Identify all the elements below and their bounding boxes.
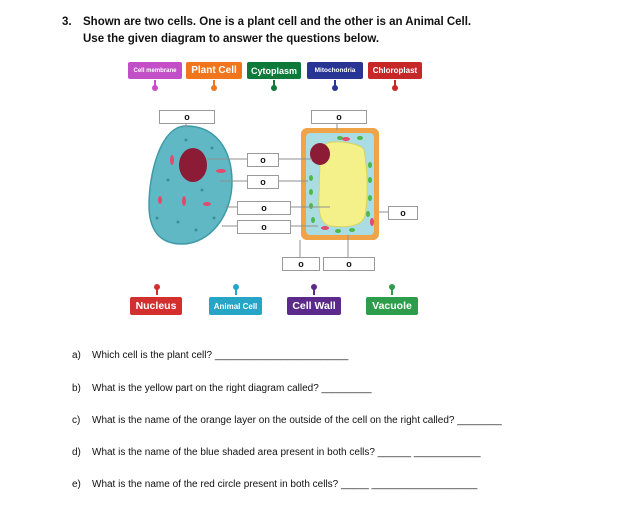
question-d-letter: d): [72, 447, 81, 458]
plant-vacuole: [319, 142, 367, 227]
question-number: 3.: [62, 16, 72, 28]
pin-animal-cell: [235, 287, 237, 295]
question-c-text: What is the name of the orange layer on the outside of the cell on the right called? ________: [92, 415, 502, 426]
plant-mitochondria: [321, 137, 374, 230]
label-box-marker: o: [336, 111, 342, 122]
label-box-mid-3[interactable]: [237, 201, 291, 215]
label-box-bottom-1[interactable]: [282, 257, 320, 271]
tag-mitochondria: [307, 62, 363, 79]
label-box-mid-1[interactable]: [247, 153, 279, 167]
tag-cytoplasm: [247, 62, 301, 79]
tag-chloroplast: [368, 62, 422, 79]
tag-chloroplast-text: Chloroplast: [372, 66, 418, 75]
pin-chloroplast: [394, 80, 396, 88]
pin-vacuole: [391, 287, 393, 295]
tag-nucleus: [130, 297, 182, 315]
animal-cell-membrane: [149, 126, 232, 244]
label-box-bottom-2[interactable]: [323, 257, 375, 271]
pin-nucleus: [156, 287, 158, 295]
question-e-text: What is the name of the red circle present in both cells? _____ ___________________: [92, 479, 478, 490]
tag-vacuole-text: Vacuole: [372, 300, 412, 312]
pin-cell-wall: [313, 287, 315, 295]
tag-vacuole: [366, 297, 418, 315]
tag-nucleus-text: Nucleus: [135, 300, 177, 312]
question-d: [72, 447, 481, 458]
label-box-animal-top[interactable]: [159, 110, 215, 124]
tag-animal-cell: [209, 297, 262, 315]
plant-cytoplasm: [306, 133, 374, 235]
label-box-right[interactable]: [388, 206, 418, 220]
animal-mitochondria: [158, 155, 226, 206]
tag-cytoplasm-text: Cytoplasm: [250, 65, 297, 76]
pin-cytoplasm: [273, 80, 275, 88]
label-box-marker: o: [260, 176, 266, 187]
question-a-letter: a): [72, 350, 81, 361]
pin-cell-membrane: [154, 80, 156, 88]
plant-cell-wall: [301, 128, 379, 240]
question-d-text: What is the name of the blue shaded area present in both cells? ______ ____________: [92, 447, 481, 458]
label-box-marker: o: [400, 207, 406, 218]
question-b-text: What is the yellow part on the right diagram called? _________: [92, 383, 372, 394]
question-a: [72, 350, 348, 361]
pin-mitochondria: [334, 80, 336, 88]
question-e: [72, 479, 477, 490]
pin-plant-cell: [213, 80, 215, 88]
question-line-2: Use the given diagram to answer the questions below.: [83, 33, 380, 45]
tag-plant-cell-text: Plant Cell: [191, 65, 237, 76]
question-c: [72, 415, 502, 426]
question-c-letter: c): [72, 415, 81, 426]
tag-mitochondria-text: Mitochondria: [314, 67, 356, 74]
question-e-letter: e): [72, 479, 81, 490]
plant-cell: [301, 128, 379, 240]
animal-cell: [149, 126, 232, 244]
label-box-marker: o: [298, 258, 304, 269]
label-box-mid-2[interactable]: [247, 175, 279, 189]
animal-nucleus: [179, 148, 207, 182]
question-a-text: Which cell is the plant cell? ________________________: [92, 350, 349, 361]
question-line-1: Shown are two cells. One is a plant cell and the other is an Animal Cell.: [83, 16, 472, 28]
tag-cell-membrane-text: Cell membrane: [133, 67, 177, 74]
label-box-plant-top[interactable]: [311, 110, 367, 124]
tag-animal-cell-text: Animal Cell: [213, 301, 258, 311]
question-b: [72, 383, 372, 394]
label-box-marker: o: [261, 221, 267, 232]
label-box-marker: o: [261, 202, 267, 213]
plant-nucleus: [310, 143, 330, 165]
tag-plant-cell: [186, 62, 242, 79]
tag-cell-wall-text: Cell Wall: [292, 300, 336, 312]
label-box-marker: o: [184, 111, 190, 122]
label-box-mid-4[interactable]: [237, 220, 291, 234]
animal-organelle-dots: [156, 139, 216, 232]
leader-lines: [186, 122, 388, 258]
question-b-letter: b): [72, 383, 81, 394]
tag-cell-membrane: [128, 62, 182, 79]
label-box-marker: o: [346, 258, 352, 269]
tag-cell-wall: [287, 297, 341, 315]
plant-chloroplasts: [309, 136, 372, 233]
label-box-marker: o: [260, 154, 266, 165]
